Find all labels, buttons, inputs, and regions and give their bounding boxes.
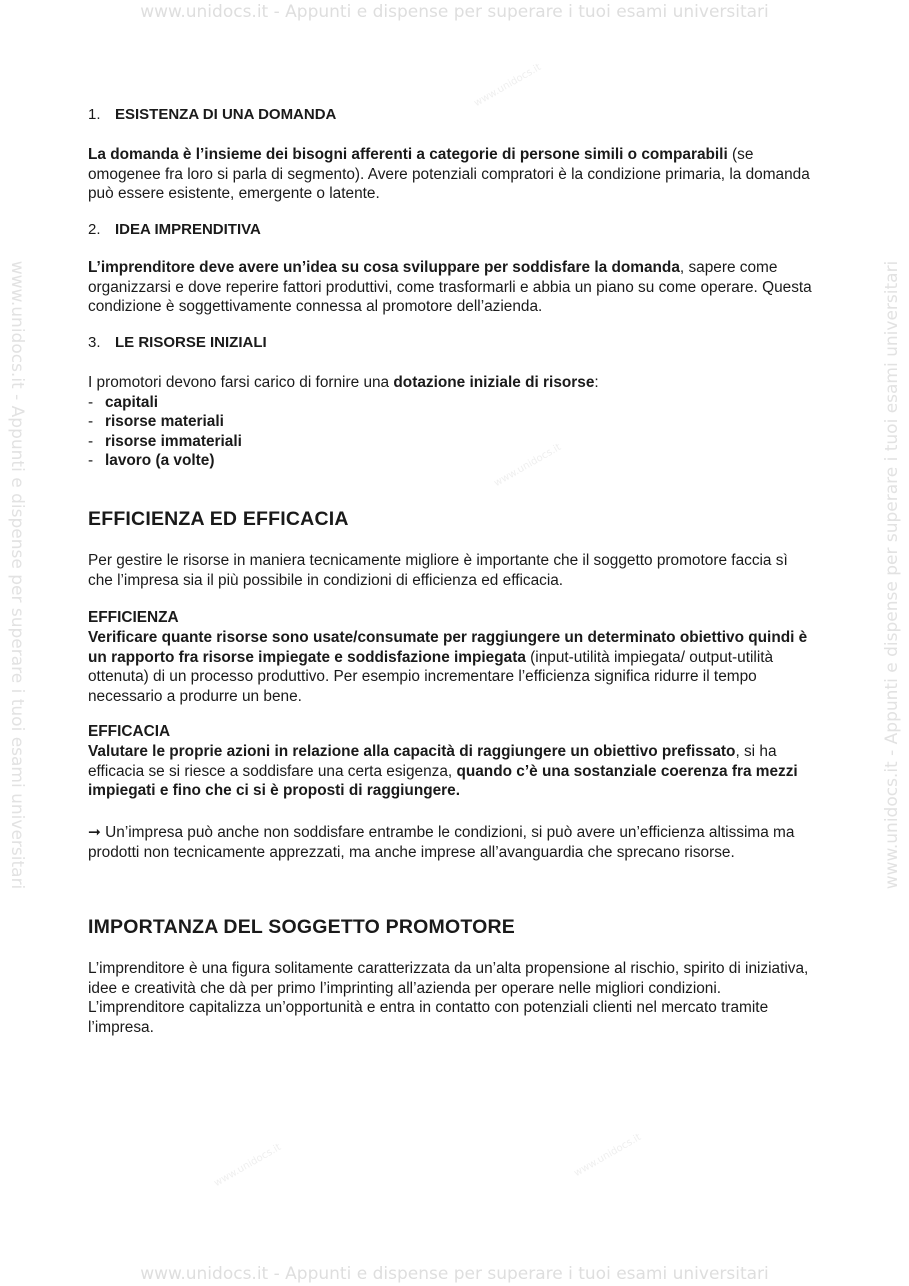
paragraph-note: ➞ Un’impresa può anche non soddisfare entrambe le condizioni, si può avere un’efficienza altissima ma prodotti non tecnicamente apprezzati, ma anche imprese all’avanguardia che sprecano risorse.: [88, 824, 795, 861]
list-item: - lavoro (a volte): [88, 451, 816, 471]
bold-text: dotazione iniziale di risorse: [393, 374, 595, 391]
section-title: ESISTENZA DI UNA DOMANDA: [115, 106, 337, 123]
plain-text: :: [594, 374, 599, 391]
bold-text: La domanda è l’insieme dei bisogni afferenti a categorie di persone simili o comparabili: [88, 146, 728, 163]
section-title-efficienza-efficacia: EFFICIENZA ED EFFICACIA: [88, 508, 349, 530]
paragraph-risorse: [88, 373, 816, 471]
section-heading-2: [88, 220, 816, 240]
bold-text: quando c’è una sostanziale coerenza fra mezzi impiegati e fino che ci si è proposti di raggiungere.: [88, 762, 798, 800]
paragraph-domanda: [88, 145, 816, 204]
section-number: 3.: [88, 334, 101, 351]
paragraph-intro: Per gestire le risorse in maniera tecnicamente migliore è importante che il soggetto promotore faccia sì che l’impresa sia il più possibile in condizioni di efficienza ed efficacia.: [88, 552, 788, 589]
paragraph-efficienza: [88, 628, 816, 706]
subheading-efficacia: EFFICACIA: [88, 723, 171, 740]
section-title: LE RISORSE INIZIALI: [115, 334, 267, 351]
watermark-bottom: www.unidocs.it - Appunti e dispense per superare i tuoi esami universitari: [140, 1264, 769, 1284]
list-item: - risorse immateriali: [88, 432, 816, 452]
section-number: 2.: [88, 221, 101, 238]
section-heading-3: [88, 333, 816, 353]
plain-text: (input-utilità impiegata/ output-utilità ottenuta) di un processo produttivo. Per esempio incrementare l’efficienza significa ridurre il tempo necessario a produrre un bene.: [88, 648, 774, 705]
risorse-list: [88, 393, 816, 471]
list-item: - capitali: [88, 393, 816, 413]
section-title-importanza: IMPORTANZA DEL SOGGETTO PROMOTORE: [88, 916, 515, 938]
watermark-diagonal: www.unidocs.it: [212, 1141, 284, 1190]
bold-text: L’imprenditore deve avere un’idea su cosa sviluppare per soddisfare la domanda: [88, 259, 680, 276]
paragraph-idea: [88, 258, 816, 317]
watermark-right: www.unidocs.it - Appunti e dispense per superare i tuoi esami universitari: [882, 260, 902, 890]
watermark-diagonal: www.unidocs.it: [492, 441, 564, 490]
bold-text: Valutare le proprie azioni in relazione alla capacità di raggiungere un obiettivo prefissato: [88, 743, 736, 760]
watermark-left: www.unidocs.it - Appunti e dispense per superare i tuoi esami universitari: [7, 260, 27, 890]
watermark-top: www.unidocs.it - Appunti e dispense per superare i tuoi esami universitari: [140, 2, 769, 22]
watermark-diagonal: www.unidocs.it: [472, 61, 544, 110]
bold-text: Verificare quante risorse sono usate/consumate per raggiungere un determinato obiettivo quindi è un rapporto fra risorse impiegate e soddisfazione impiegata: [88, 629, 808, 666]
section-title: IDEA IMPRENDITIVA: [115, 221, 261, 238]
section-heading-1: [88, 105, 816, 125]
paragraph-efficacia: [88, 742, 816, 801]
plain-text: , sapere come organizzarsi e dove reperire fattori produttivi, come trasformarli e abbia un piano su come operare. Questa condizione è soggettivamente connessa al promotore dell’azienda.: [88, 259, 812, 316]
plain-text: , si ha efficacia se si riesce a soddisfare una certa esigenza,: [88, 743, 777, 780]
plain-text: (se omogenee fra loro si parla di segmento). Avere potenziali compratori è la condizione primaria, la domanda può essere esistente, emergente o latente.: [88, 146, 810, 203]
list-item: - risorse materiali: [88, 412, 816, 432]
paragraph-importanza: L’imprenditore è una figura solitamente caratterizzata da un’alta propensione al rischio, spirito di iniziativa, idee e creatività che dà per primo l’imprinting all’azienda per operare nelle migliori condizioni. L’imprenditore capitalizza un’opportunità e entra in contatto con potenziali clienti nel mercato tramite l’impresa.: [88, 960, 809, 1036]
plain-text: I promotori devono farsi carico di fornire una: [88, 374, 394, 391]
watermark-diagonal: www.unidocs.it: [572, 1131, 644, 1180]
section-number: 1.: [88, 106, 101, 123]
subheading-efficienza: EFFICIENZA: [88, 609, 179, 626]
